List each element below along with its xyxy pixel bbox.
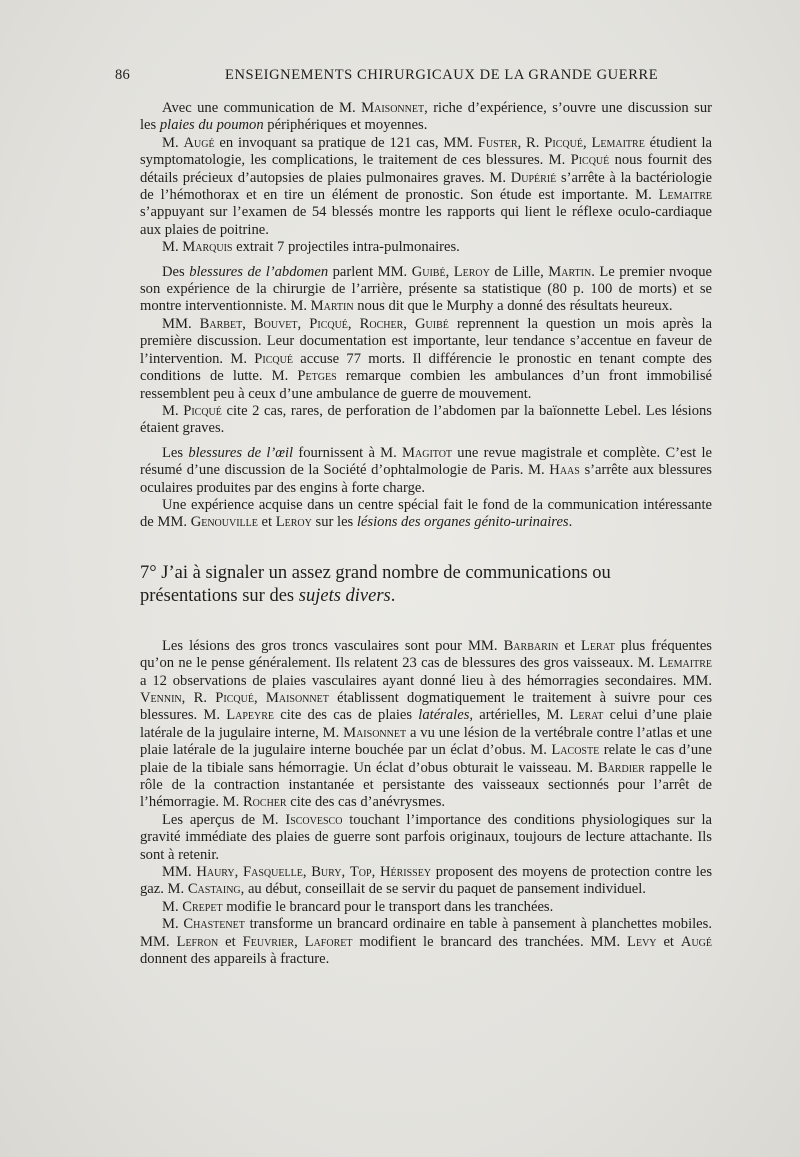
author-name: Augé [680, 933, 712, 950]
text-run: et [218, 933, 243, 950]
text-run: remarque combien les ambulances d’un front immobilisé ressemblent peu à ceux d’une ambulance de guerre de mouvement. [140, 368, 712, 402]
text-run: , [253, 689, 266, 706]
text-run: , [294, 933, 305, 950]
text-run: a 12 observations de plaies vasculaires ayant donné lieu à des hémorragies secondaires. MM. [140, 672, 712, 689]
paragraph [140, 239, 712, 256]
author-name: Marquis [182, 239, 233, 256]
text-run: , [371, 864, 380, 881]
author-name: Picqué [183, 402, 222, 419]
paragraph [140, 812, 712, 864]
running-title: ENSEIGNEMENTS CHIRURGICAUX DE LA GRANDE GUERRE [225, 67, 659, 83]
text-run: , [582, 134, 592, 151]
author-name: Lacoste [551, 742, 600, 759]
italic-term: latérales [418, 707, 470, 724]
text-run: rappelle le rôle de la contraction instantanée et persistante des vaisseaux sectionnés pour l’arrêt de l’hémorragie. M. [140, 759, 712, 811]
author-name: Leroy [453, 263, 490, 280]
text-run: , artérielles, M. [469, 707, 570, 724]
text-run: Une expérience acquise dans un centre spécial fait le fond de la communication intéressante de MM. [140, 496, 712, 531]
author-name: Magitot [402, 444, 453, 461]
author-name: Haas [549, 462, 580, 479]
text-run: cite des cas d’anévrysmes. [286, 794, 446, 811]
page-number: 86 [115, 67, 130, 83]
text-run: s’arrête aux blessures oculaires produites par des engins à forte charge. [140, 462, 712, 496]
text-run: celui d’une plaie latérale de la jugulaire interne, M. [140, 707, 713, 741]
text-run: extrait 7 projectiles intra-pulmonaires. [232, 239, 460, 256]
text-run: M. [162, 134, 184, 151]
author-name: Barbet [199, 315, 243, 332]
author-name: Maisonnet [265, 689, 329, 706]
author-name: Martin [310, 298, 354, 315]
text-run: une revue magistrale et complète. C’est le résumé d’une discussion de la Société d’ophtalmologie de Paris. M. [140, 444, 712, 479]
author-name: Hérissey [379, 864, 432, 881]
text-run: , [445, 263, 454, 280]
author-name: Leroy [275, 514, 312, 531]
text-run: , [302, 864, 312, 881]
author-name: Iscovesco [285, 811, 343, 828]
italic-term: plaies du poumon [159, 117, 264, 134]
author-name: Feuvrier [242, 933, 295, 950]
text-run: , au début, conseillait de se servir du paquet de pansement individuel. [240, 881, 646, 898]
paragraph [140, 864, 712, 899]
text-run: s’appuyant sur l’examen de 54 blessés montre les rapports qui lient le réflexe oculo-cardiaque aux plaies de poitrine. [140, 204, 712, 238]
text-run: , R. [181, 689, 216, 706]
text-run: a vu une lésion de la vertébrale contre l’atlas et une plaie latérale de la jugulaire interne bouchée par un éclat d’obus. M. [140, 724, 712, 759]
author-name: Lemaitre [591, 134, 645, 151]
section-heading [140, 562, 712, 608]
author-name: Guibé [415, 315, 449, 332]
text-run: modifie le brancard pour le transport dans les tranchées. [222, 898, 554, 915]
paragraph [140, 316, 712, 403]
text-run: Les lésions des gros troncs vasculaires sont pour MM. [162, 637, 504, 654]
text-run: fournissent à M. [293, 444, 403, 461]
author-name: Picqué [254, 350, 293, 367]
paragraph [140, 264, 712, 316]
text-run: et [558, 637, 581, 654]
text-run: et [257, 514, 276, 531]
text-run: touchant l’importance des conditions physiologiques sur la gravité immédiate des plaies de guerre sont parfois originaux, toujours de lecture attachante. Ils sont à retenir. [140, 811, 712, 863]
text-run: étudient la symptomatologie, les complications, le traitement de ces blessures. M. [140, 134, 713, 169]
text-run: Les aperçus de M. [162, 811, 286, 828]
text-run: MM. [162, 315, 200, 332]
author-name: Picqué [215, 689, 254, 706]
text-run: modifient le brancard des tranchées. MM. [352, 933, 628, 950]
italic-term: blessures de l’œil [188, 444, 294, 461]
text-run: établissent dogmatiquement le traitement à suivre pour ces blessures. M. [140, 689, 713, 724]
text-run: proposent des moyens de protection contre les gaz. M. [140, 864, 713, 898]
author-name: Picqué [309, 315, 348, 332]
paragraph [140, 445, 712, 497]
text-run: Des [162, 263, 190, 280]
author-name: Levy [627, 933, 657, 950]
section-heading-italic: sujets divers [298, 585, 391, 606]
text-run: sur les [311, 514, 357, 531]
author-name: Lefron [176, 933, 219, 950]
text-run: . Le premier nvoque son expérience de la chirurgie de l’arrière, présente sa statistique (80 p. 100 de morts) et se montre interventionniste. M. [140, 263, 713, 315]
author-name: Rocher [359, 315, 404, 332]
text-run: parlent MM. [328, 263, 412, 280]
text-run: périphériques et moyennes. [263, 117, 428, 134]
text-run: . [568, 514, 573, 531]
text-run: Les [162, 444, 189, 461]
author-name: Bouvet [253, 315, 298, 332]
text-run: , [341, 864, 350, 881]
author-name: Picqué [544, 134, 583, 151]
paragraph [140, 403, 712, 438]
italic-term: blessures de l’abdomen [189, 263, 329, 280]
text-run: cite des cas de plaies [274, 707, 419, 724]
text-run: donnent des appareils à fracture. [140, 951, 330, 968]
author-name: Lapeyre [226, 707, 275, 724]
page-header [115, 67, 687, 87]
author-name: Maisonnet [343, 724, 407, 741]
author-name: Laforet [304, 933, 353, 950]
text-run: , [403, 315, 415, 332]
text-run: M. [162, 239, 183, 256]
paragraphs-after-heading [140, 638, 712, 969]
author-name: Bardier [597, 759, 645, 776]
text-run: reprennent la question un mois après la première discussion. Leur documentation est importante, leur tendance s’accentue en faveur de l’intervention. M. [140, 315, 713, 367]
paragraphs-before-heading [140, 100, 712, 532]
author-name: Augé [183, 134, 215, 151]
paragraph [140, 916, 712, 968]
text-run: transforme un brancard ordinaire en table à pansement à planchettes mobiles. MM. [140, 916, 712, 950]
author-name: Castaing [187, 881, 241, 898]
section-heading-suffix: . [390, 585, 396, 606]
text-run: en invoquant sa pratique de 121 cas, MM. [214, 134, 478, 151]
author-name: Lerat [569, 707, 604, 724]
author-name: Fuster [477, 134, 518, 151]
author-name: Crepet [182, 898, 223, 915]
text-run: , riche d’expérience, s’ouvre une discussion sur les [140, 100, 712, 134]
text-run: MM. [162, 864, 197, 881]
author-name: Maisonnet [361, 100, 425, 116]
paragraph [140, 638, 712, 812]
text-run: M. [162, 402, 184, 419]
text-run: nous fournit des détails précieux d’autopsies de plaies pulmonaires graves. M. [140, 152, 712, 186]
text-run: de Lille, [489, 263, 549, 280]
text-run: Avec une communication de M. [162, 100, 362, 116]
text-run: cite 2 cas, rares, de perforation de l’abdomen par la baïonnette Lebel. Les lésions étaient graves. [140, 402, 712, 437]
author-name: Lerat [580, 637, 615, 654]
author-name: Martin [548, 263, 592, 280]
author-name: Chastenet [183, 916, 245, 933]
paragraph [140, 100, 712, 135]
text-run: , [242, 315, 254, 332]
author-name: Dupérié [510, 169, 557, 186]
text-run: , [234, 864, 244, 881]
author-name: Rocher [242, 794, 287, 811]
author-name: Guibé [411, 263, 446, 280]
author-name: Barbarin [503, 637, 559, 654]
author-name: Top [349, 864, 372, 881]
author-name: Picqué [570, 152, 610, 169]
section-heading-text: 7° J’ai à signaler un assez grand nombre de communications ou présentations sur des [140, 562, 611, 606]
text-run: s’arrête à la bactériologie de l’hémothorax et en tire un élément de pronostic. Son étude est importante. M. [140, 169, 712, 204]
text-run: M. [162, 898, 183, 915]
italic-term: lésions des organes génito-urinaires [356, 514, 569, 531]
author-name: Fasquelle [243, 864, 303, 881]
paragraph [140, 899, 712, 916]
author-name: Lemaitre [658, 187, 712, 204]
text-run: nous dit que le Murphy a donné des résultats heureux. [353, 298, 673, 315]
author-name: Bury [311, 864, 342, 881]
author-name: Haury [196, 864, 235, 881]
text-run: plus fréquentes qu’on ne le pense généralement. Ils relatent 23 cas de blessures des gros vaisseaux. M. [140, 637, 712, 672]
text-run: , R. [517, 134, 545, 151]
text-run: accuse 77 morts. Il différencie le pronostic en tenant compte des conditions de lutte. M. [140, 350, 712, 385]
text-run: , [347, 315, 360, 332]
author-name: Petges [297, 368, 337, 385]
text-run: et [656, 933, 681, 950]
paragraph [140, 135, 712, 239]
author-name: Lemaitre [658, 655, 712, 672]
body-text [140, 100, 712, 968]
author-name: Genouville [190, 514, 258, 531]
paragraph [140, 497, 712, 532]
text-run: M. [162, 916, 184, 933]
text-run: , [297, 315, 310, 332]
text-run: relate le cas d’une plaie de la tibiale sans hémorragie. Un éclat d’obus obturait le vaisseau. M. [140, 742, 712, 776]
author-name: Vennin [140, 689, 182, 706]
